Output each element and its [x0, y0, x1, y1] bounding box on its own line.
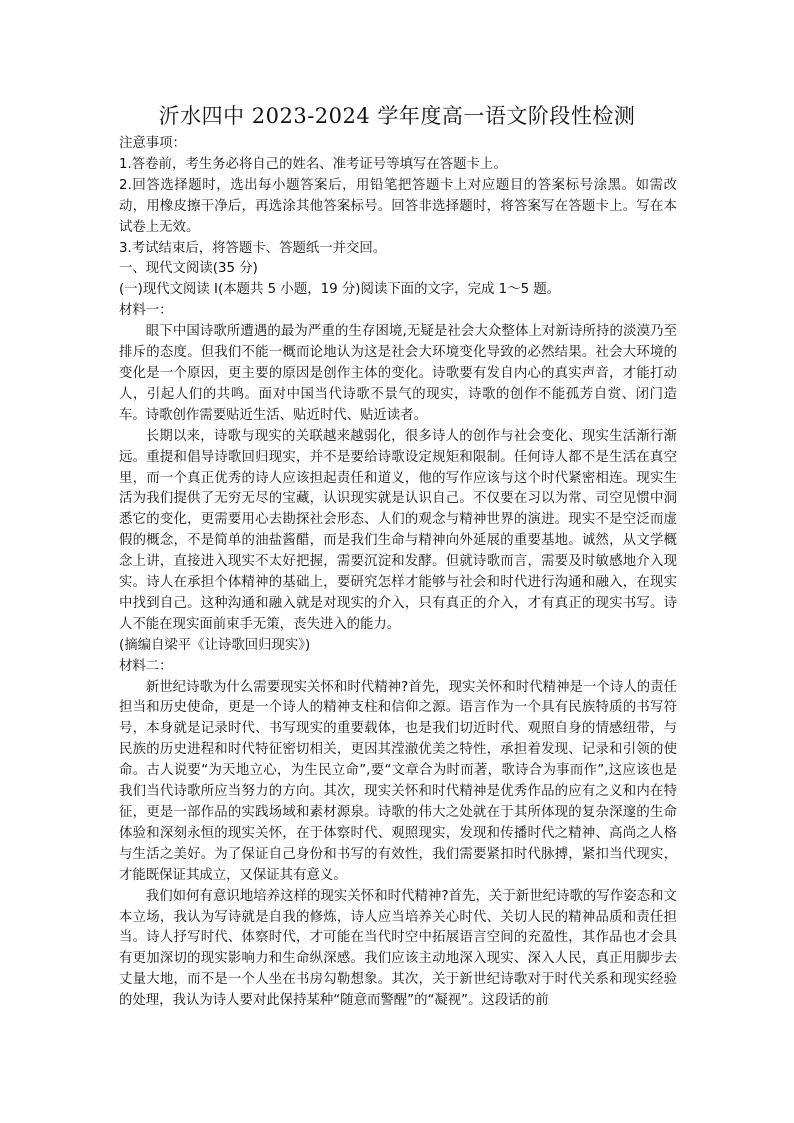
material-2-label: 材料二：: [119, 658, 173, 674]
section-heading: 一、现代文阅读(35 分): [119, 261, 258, 277]
notice-item-2: 2.回答选择题时，选出每小题答案后，用铅笔把答题卡上对应题目的答案标号涂黑。如需改动，用橡皮擦干净后，再选涂其他答案标号。回答非选择题时，将答案写在答题卡上。写在本试卷上无效。: [119, 177, 677, 235]
material-1-source: (摘编自梁平《让诗歌回归现实》): [119, 637, 311, 653]
subsection-heading: (一)现代文阅读 I(本题共 5 小题，19 分)阅读下面的文字，完成 1～5 题。: [119, 282, 561, 298]
material-2-paragraph-2: 我们如何有意识地培养这样的现实关怀和时代精神?首先，关于新世纪诗歌的写作姿态和文本立场，我认为写诗就是自我的修炼，诗人应当培养关心时代、关切人民的精神品质和责任担当。诗人抒写时代、体察时代，才可能在当代时空中拓展语言空间的充盈性，其作品也才会具有更加深切的现实影响力和生命纵深感。我们应该主动地深入现实、深入人民，真正用脚步去丈量大地，而不是一个人坐在书房勾勒想象。其次，关于新世纪诗歌对于时代关系和现实经验的处理，我认为诗人要对此保持某种“随意而警醒”的“凝视”。这段话的前: [119, 888, 677, 1009]
page-title: 沂水四中 2023-2024 学年度高一语文阶段性检测: [158, 104, 636, 128]
material-1-label: 材料一：: [119, 303, 173, 319]
notice-item-1: 1.答卷前，考生务必将自己的姓名、准考证号等填写在答题卡上。: [119, 156, 507, 172]
material-1-paragraph-2: 长期以来，诗歌与现实的关联越来越弱化，很多诗人的创作与社会变化、现实生活渐行渐远。重提和倡导诗歌回归现实，并不是要给诗歌设定规矩和限制。任何诗人都不是生活在真空里，而一个真正优秀的诗人应该担起责任和道义，他的写作应该与这个时代紧密相连。现实生活为我们提供了无穷无尽的宝藏，认识现实就是认识自己。不仅要在习以为常、司空见惯中洞悉它的变化，更需要用心去勘探社会形态、人们的观念与精神世界的演进。现实不是空泛而虚假的概念，不是简单的油盐酱醋，而是我们生命与精神向外延展的重要基地。诚然，从文学概念上讲，直接进入现实不太好把握，需要沉淀和发酵。但就诗歌而言，需要及时敏感地介入现实。诗人在承担个体精神的基础上，要研究怎样才能够与社会和时代进行沟通和融入，在现实中找到自己。这种沟通和融入就是对现实的介入，只有真正的介入，才有真正的现实书写。诗人不能在现实面前束手无策，丧失进入的能力。: [119, 428, 677, 632]
page-body: [119, 134, 677, 1012]
material-2-paragraph-1: 新世纪诗歌为什么需要现实关怀和时代精神?首先，现实关怀和时代精神是一个诗人的责任担当和历史使命，更是一个诗人的精神支柱和信仰之源。语言作为一个具有民族特质的书写符号，本身就是记录时代、书写现实的重要载体，也是我们切近时代、观照自身的情感纽带，与民族的历史进程和时代特征密切相关，更因其滢澈优美之特性，承担着发现、记录和引领的使命。古人说要“为天地立心，为生民立命”,要“文章合为时而著，歌诗合为事而作”,这应该也是我们当代诗歌所应当努力的方向。其次，现实关怀和时代精神是优秀作品的应有之义和内在特征，更是一部作品的实践场域和素材源泉。诗歌的伟大之处就在于其所体现的复杂深邃的生命体验和深刻永恒的现实关怀，在于体察时代、观照现实，发现和传播时代之精神、高尚之人格与生活之美好。为了保证自己身份和书写的有效性，我们需要紧扣时代脉搏，紧扣当代现实，才能既保证其成立，又保证其有意义。: [119, 679, 677, 883]
material-1-paragraph-1: 眼下中国诗歌所遭遇的最为严重的生存困境,无疑是社会大众整体上对新诗所持的淡漠乃至排斥的态度。但我们不能一概而论地认为这是社会大环境变化导致的必然结果。社会大环境的变化是一个原因，更主要的原因是创作主体的变化。诗歌要有发自内心的真实声音，才能打动人，引起人们的共鸣。面对中国当代诗歌不景气的现实，诗歌的创作不能孤芳自赏、闭门造车。诗歌创作需要贴近生活、贴近时代、贴近读者。: [119, 324, 677, 423]
notice-item-3: 3.考试结束后，将答题卡、答题纸一并交回。: [119, 240, 387, 256]
notice-heading: 注意事项：: [119, 136, 186, 151]
